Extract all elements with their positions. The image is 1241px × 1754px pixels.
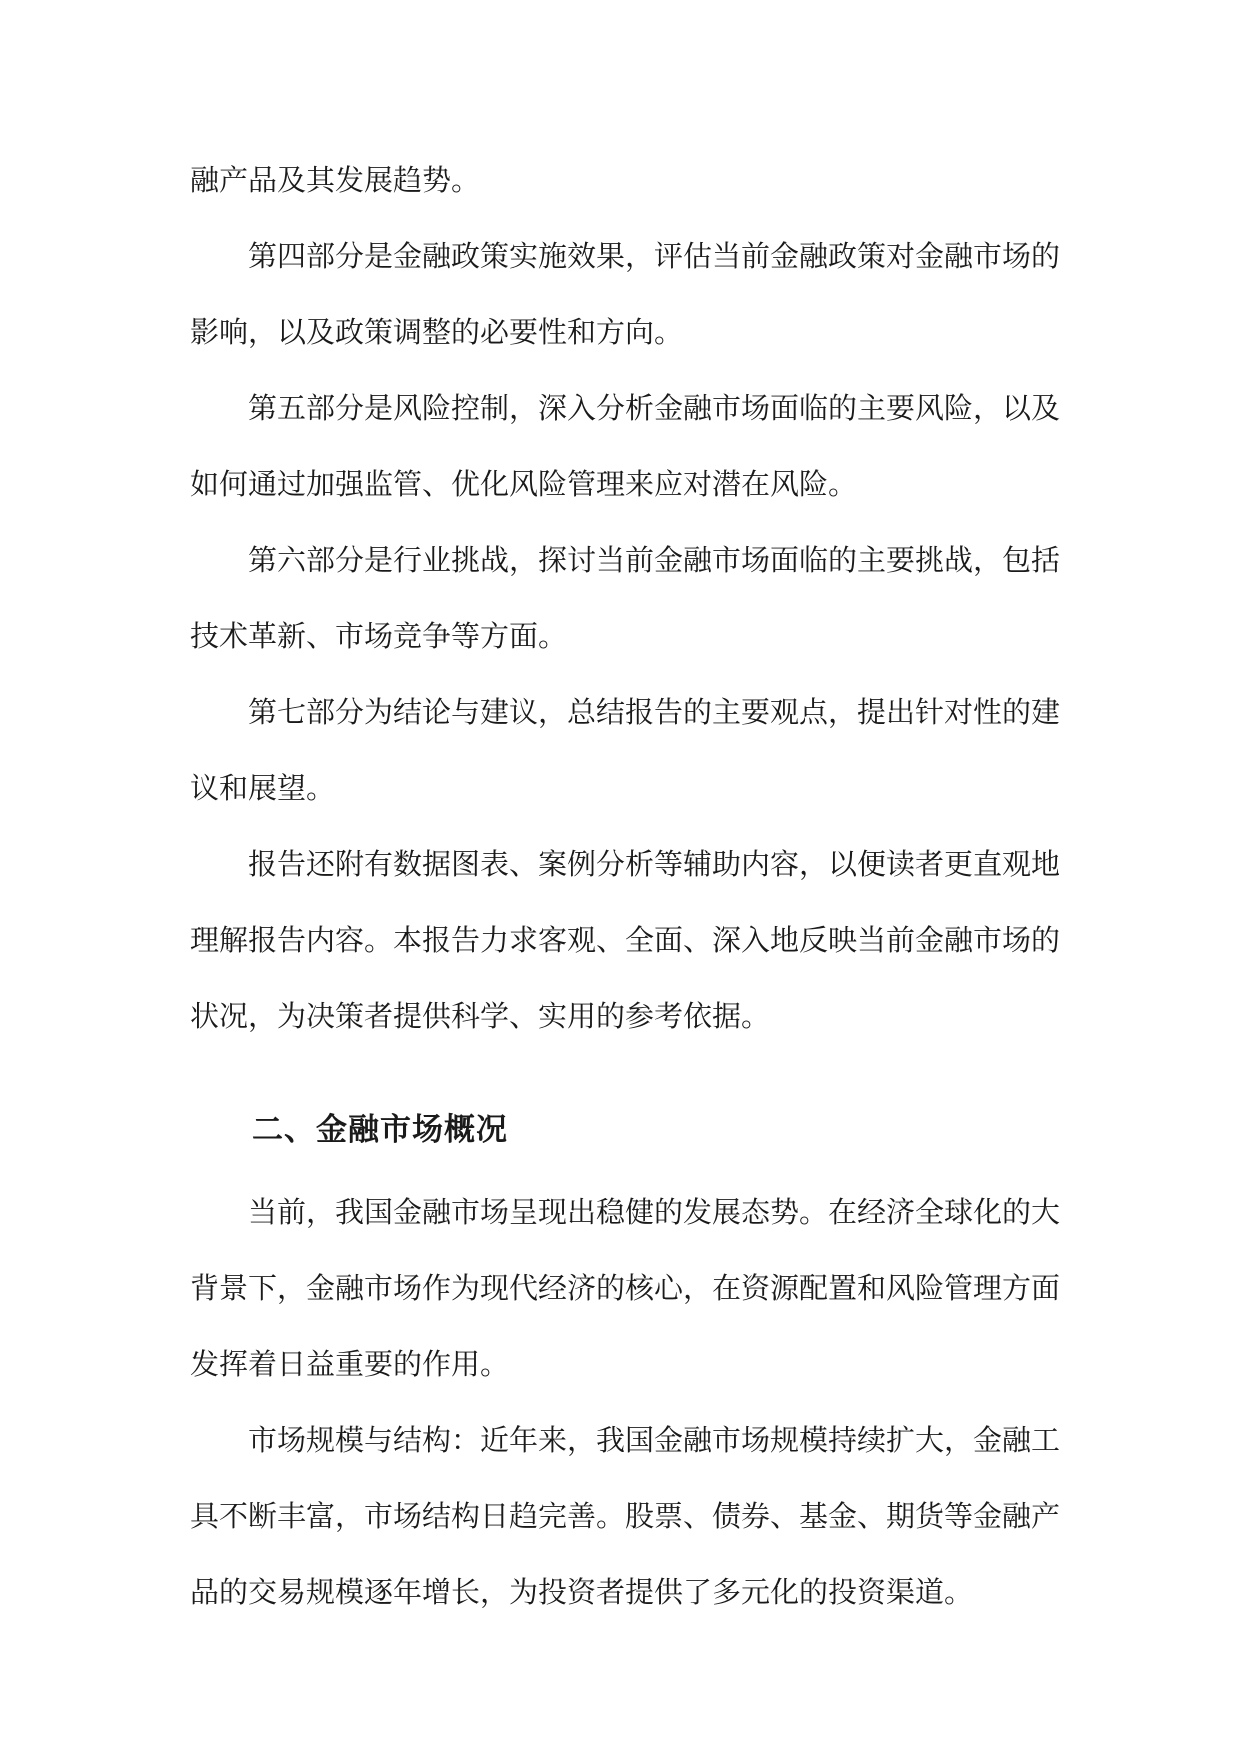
paragraph-market-scale: 市场规模与结构：近年来，我国金融市场规模持续扩大，金融工具不断丰富，市场结构日趋完善。股票、债券、基金、期货等金融产品的交易规模逐年增长，为投资者提供了多元化的投资渠道。 (190, 1423, 1061, 1609)
paragraph-part-seven: 第七部分为结论与建议，总结报告的主要观点，提出针对性的建议和展望。 (190, 695, 1061, 805)
paragraph-market-overview: 当前，我国金融市场呈现出稳健的发展态势。在经济全球化的大背景下，金融市场作为现代经济的核心，在资源配置和风险管理方面发挥着日益重要的作用。 (190, 1195, 1061, 1381)
paragraph-part-six: 第六部分是行业挑战，探讨当前金融市场面临的主要挑战，包括技术革新、市场竞争等方面。 (190, 543, 1061, 653)
section-heading: 二、金融市场概况 (252, 1112, 508, 1148)
document-body (190, 142, 1060, 1630)
paragraph-part-five: 第五部分是风险控制，深入分析金融市场面临的主要风险，以及如何通过加强监管、优化风险管理来应对潜在风险。 (190, 391, 1061, 501)
paragraph-continuation: 融产品及其发展趋势。 (190, 163, 481, 197)
paragraph-appendix-note: 报告还附有数据图表、案例分析等辅助内容，以便读者更直观地理解报告内容。本报告力求客观、全面、深入地反映当前金融市场的状况，为决策者提供科学、实用的参考依据。 (190, 847, 1061, 1033)
paragraph-part-four: 第四部分是金融政策实施效果，评估当前金融政策对金融市场的影响，以及政策调整的必要性和方向。 (190, 239, 1061, 349)
